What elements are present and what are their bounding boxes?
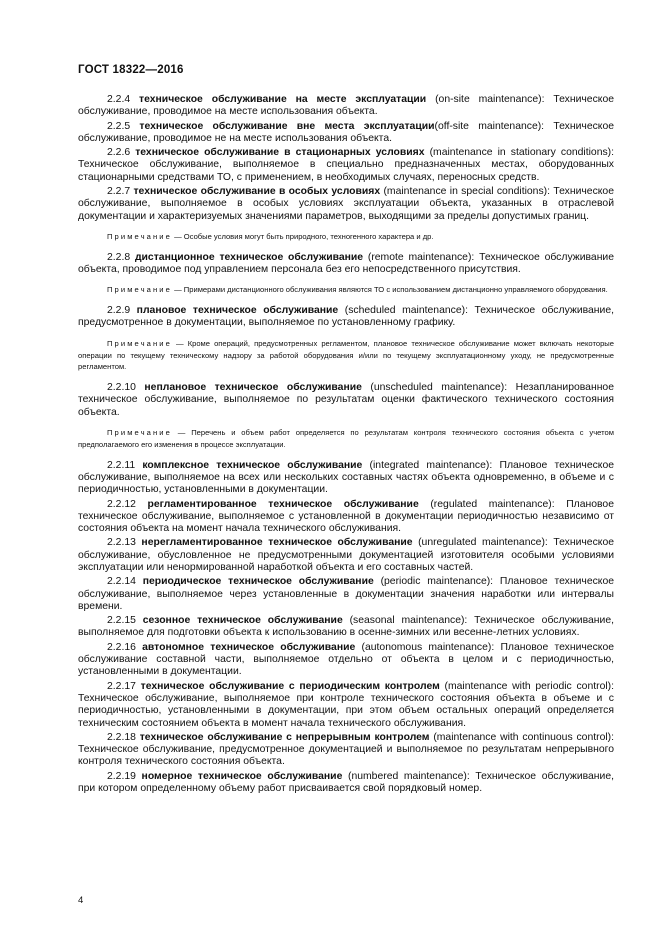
term: неплановое техническое обслуживание bbox=[144, 382, 362, 394]
term: техническое обслуживание на месте эксплуатации bbox=[139, 94, 427, 105]
term: техническое обслуживание с непрерывным контролем bbox=[139, 731, 430, 743]
definition-2-2-12 bbox=[78, 499, 614, 536]
definition-text: Техническое обслуживание, при котором определенному объему работ присваивается свой порядковый номер. bbox=[78, 770, 615, 795]
english-term: (seasonal maintenance): bbox=[342, 615, 468, 627]
definition-2-2-14 bbox=[78, 576, 614, 613]
term: техническое обслуживание вне места эксплуатации bbox=[139, 120, 435, 132]
definition-2-2-13 bbox=[78, 537, 614, 574]
definition-text: Плановое техническое обслуживание, выполняемое через установленные в документации значения наработки или интервалы времени. bbox=[78, 576, 615, 612]
definition-2-2-15 bbox=[78, 615, 614, 640]
clause-number: 2.2.14 bbox=[107, 576, 136, 588]
term: плановое техническое обслуживание bbox=[136, 305, 339, 317]
clause-number: 2.2.15 bbox=[107, 615, 136, 627]
definition-2-2-8 bbox=[78, 252, 614, 277]
note-label: Примечание bbox=[107, 428, 172, 438]
english-term: (remote maintenance): bbox=[363, 251, 475, 263]
definition-2-2-19 bbox=[78, 771, 614, 796]
term: номерное техническое обслуживание bbox=[141, 770, 343, 782]
note-label: Примечание bbox=[107, 285, 172, 295]
clause-number: 2.2.11 bbox=[107, 459, 136, 471]
definition-text: Плановое техническое обслуживание составной части, выполняемое отдельно от объекта в целом и с периодичностью, установленными в документации. bbox=[78, 641, 614, 678]
note-label: Примечание bbox=[107, 338, 172, 348]
term: нерегламентированное техническое обслуживание bbox=[141, 537, 413, 549]
term: комплексное техническое обслуживание bbox=[142, 459, 363, 471]
english-term: (maintenance in special conditions): bbox=[380, 186, 550, 198]
clause-number: 2.2.9 bbox=[107, 305, 131, 317]
english-term: (maintenance with continuous control): bbox=[429, 731, 615, 743]
clause-number: 2.2.5 bbox=[107, 120, 131, 132]
note-label: Примечание bbox=[107, 231, 172, 241]
clause-number: 2.2.12 bbox=[107, 498, 136, 510]
definition-2-2-5 bbox=[78, 121, 614, 146]
note-remote-maintenance bbox=[78, 284, 614, 296]
english-term: (integrated maintenance): bbox=[362, 459, 493, 471]
definition-text: Техническое обслуживание, выполняемое для подготовки объекта к использованию в осенне-зимних или весенне-летних условиях. bbox=[78, 615, 614, 639]
english-term: (scheduled maintenance): bbox=[338, 305, 468, 317]
note-special-conditions bbox=[78, 231, 614, 243]
english-term: (on-site maintenance): bbox=[426, 94, 545, 105]
definition-2-2-17 bbox=[78, 681, 614, 730]
note-scheduled-maintenance bbox=[78, 338, 614, 373]
english-term: (off-site maintenance): bbox=[434, 120, 545, 132]
clause-number: 2.2.17 bbox=[107, 680, 136, 692]
term: техническое обслуживание с периодическим контролем bbox=[140, 680, 440, 692]
english-term: (unscheduled maintenance): bbox=[361, 382, 508, 394]
clause-number: 2.2.7 bbox=[107, 186, 131, 198]
note-text: — Примерами дистанционного обслуживания являются ТО с использованием дистанционно управляемого оборудования. bbox=[174, 285, 608, 295]
term: регламентированное техническое обслуживание bbox=[147, 498, 419, 510]
term: техническое обслуживание в стационарных условиях bbox=[135, 147, 425, 159]
clause-number: 2.2.6 bbox=[107, 147, 131, 159]
definition-2-2-18 bbox=[78, 732, 614, 769]
definition-text: Техническое обслуживание, выполняемое при контроле технического состояния объекта в объеме и с периодичностью, установленными в документации, при этом объем остальных операций определяется техническим состоянием объекта в момент начала технического обслуживания. bbox=[78, 692, 614, 729]
definition-text: Техническое обслуживание, проводимое на месте использования объекта. bbox=[78, 94, 614, 118]
definition-text: Техническое обслуживание, выполняемое в специально предназначенных местах, оборудованных стационарными средствами ТО, с применением, в необходимых случаях, переносных средств. bbox=[78, 159, 614, 183]
note-text: — Перечень и объем работ определяется по результатам контроля технического состояния объекта с учетом предполагаемого его изменения в процессе эксплуатации. bbox=[78, 428, 614, 449]
definition-text: Плановое техническое обслуживание, выполняемое на всех или нескольких составных частях объекта одновременно, в объеме и с периодичностью, установленными в документации. bbox=[78, 459, 615, 496]
clause-number: 2.2.16 bbox=[107, 641, 136, 653]
definition-text: Техническое обслуживание, предусмотренное в документации, выполняемое по установленному графику. bbox=[78, 305, 615, 329]
term: дистанционное техническое обслуживание bbox=[134, 251, 364, 263]
definition-text: Техническое обслуживание, предусмотренное документацией и выполняемое по результатам непрерывного контроля технического состояния объекта. bbox=[78, 744, 614, 768]
note-text: — Кроме операций, предусмотренных регламентом, плановое техническое обслуживание может включать некоторые операции по текущему техническому надзору за работой оборудования и/или по текущему эксплуатационному уходу, не предусмотренные регламентом. bbox=[78, 338, 614, 372]
term: автономное техническое обслуживание bbox=[142, 641, 356, 653]
definition-2-2-4 bbox=[78, 94, 614, 119]
clause-number: 2.2.19 bbox=[107, 770, 136, 782]
definition-2-2-11 bbox=[78, 460, 614, 497]
clause-number: 2.2.4 bbox=[107, 94, 131, 105]
definition-text: Плановое техническое обслуживание, выполняемое с установленной в документации периодичностью независимо от состояния объекта на момент начала технического обслуживания. bbox=[78, 498, 614, 535]
definition-2-2-16 bbox=[78, 642, 614, 679]
english-term: (unregulated maintenance): bbox=[412, 537, 548, 549]
term: периодическое техническое обслуживание bbox=[142, 576, 374, 588]
definition-2-2-7 bbox=[78, 186, 614, 223]
definition-2-2-9 bbox=[78, 305, 614, 330]
clause-number: 2.2.13 bbox=[107, 537, 136, 549]
clause-number: 2.2.10 bbox=[107, 382, 136, 394]
definition-2-2-6 bbox=[78, 147, 614, 184]
definition-2-2-10 bbox=[78, 382, 614, 419]
english-term: (maintenance with periodic control): bbox=[439, 680, 614, 692]
term: сезонное техническое обслуживание bbox=[142, 615, 343, 627]
page-number: 4 bbox=[78, 895, 84, 906]
english-term: (regulated maintenance): bbox=[418, 498, 555, 510]
clause-number: 2.2.8 bbox=[107, 251, 131, 263]
english-term: (periodic maintenance): bbox=[373, 576, 494, 588]
english-term: (maintenance in stationary conditions): bbox=[424, 147, 615, 159]
note-unscheduled-maintenance bbox=[78, 427, 614, 451]
definition-text: Техническое обслуживание, обусловленное не предусмотренными документацией изготовителя особыми условиями эксплуатации или ненормированной наработкой объекта и его составных частей. bbox=[78, 537, 615, 573]
english-term: (numbered maintenance): bbox=[342, 770, 470, 782]
definition-text: Техническое обслуживание, выполняемое в особых условиях эксплуатации объекта, указанных в отраслевой документации и характеризуемых значениями параметров, выходящими за пределы допустимых границ. bbox=[78, 186, 614, 222]
definition-text: Техническое обслуживание объекта, проводимое под управлением персонала без его непосредственного присутствия. bbox=[78, 251, 615, 276]
page-content bbox=[78, 94, 614, 797]
english-term: (autonomous maintenance): bbox=[355, 641, 495, 653]
term: техническое обслуживание в особых условиях bbox=[133, 186, 381, 198]
definition-text: Незапланированное техническое обслуживание, выполняемое по результатам оценки фактического технического состояния объекта. bbox=[78, 382, 614, 418]
clause-number: 2.2.18 bbox=[107, 731, 136, 743]
document-header: ГОСТ 18322—2016 bbox=[78, 64, 184, 76]
note-text: — Особые условия могут быть природного, техногенного характера и др. bbox=[174, 231, 434, 241]
definition-text: Техническое обслуживание, проводимое не на месте использования объекта. bbox=[78, 120, 615, 144]
